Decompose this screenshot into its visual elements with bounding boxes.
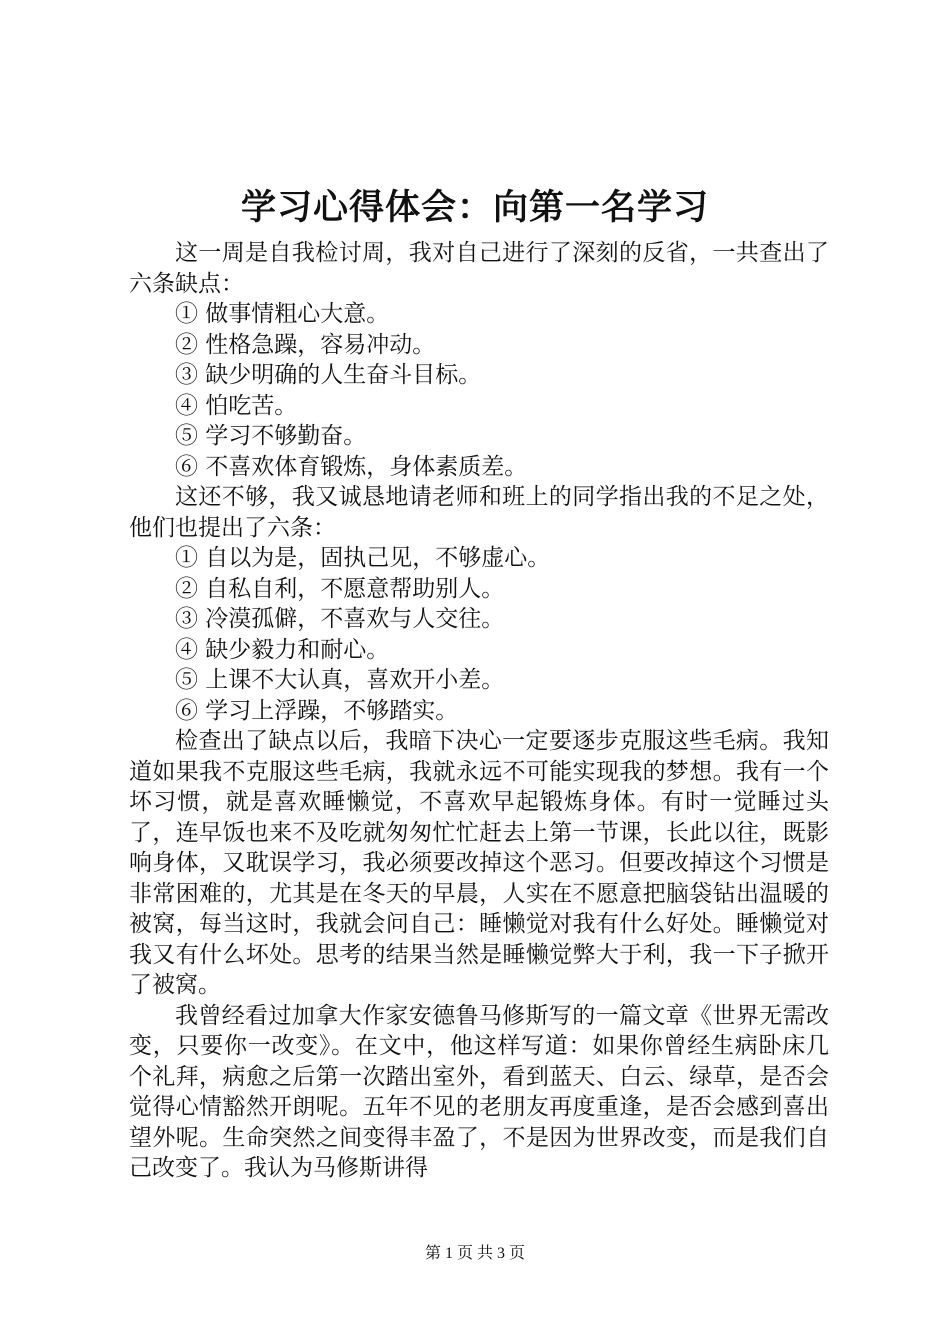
list-item: ② 性格急躁，容易冲动。 xyxy=(175,331,436,358)
list-item: ④ 怕吃苦。 xyxy=(175,392,298,419)
list-item: ① 做事情粗心大意。 xyxy=(175,301,390,327)
document-body xyxy=(129,238,829,1184)
list-item: ④ 缺少毅力和耐心。 xyxy=(175,636,390,663)
paragraph: 这一周是自我检讨周，我对自己进行了深刻的反省，一共查出了六条缺点： xyxy=(129,240,829,297)
list-item: ③ 冷漠孤僻，不喜欢与人交往。 xyxy=(175,606,505,632)
list-item: ① 自以为是，固执己见，不够虚心。 xyxy=(175,545,551,571)
list-item: ⑥ 学习上浮躁，不够踏实。 xyxy=(175,697,459,724)
paragraph: 这还不够，我又诚恳地请老师和班上的同学指出我的不足之处，他们也提出了六条： xyxy=(129,484,829,541)
list-item: ③ 缺少明确的人生奋斗目标。 xyxy=(175,362,482,388)
page-footer: 第 1 页 共 3 页 xyxy=(424,1245,525,1262)
list-item: ⑥ 不喜欢体育锻炼，身体素质差。 xyxy=(175,453,528,480)
paragraph: 我曾经看过加拿大作家安德鲁马修斯写的一篇文章《世界无需改变，只要你一改变》。在文中，他这样写道：如果你曾经生病卧床几个礼拜，病愈之后第一次踏出室外，看到蓝天、白云、绿草，是否会觉得心情豁然开朗呢。五年不见的老朋友再度重逢，是否会感到喜出望外呢。生命突然之间变得丰盈了，不是因为世界改变，而是我们自己改变了。我认为马修斯讲得 xyxy=(129,1002,829,1181)
list-item: ⑤ 上课不大认真，喜欢开小差。 xyxy=(175,667,505,693)
list-item: ② 自私自利，不愿意帮助别人。 xyxy=(175,575,505,602)
list-item: ⑤ 学习不够勤奋。 xyxy=(175,423,367,449)
paragraph: 检查出了缺点以后，我暗下决心一定要逐步克服这些毛病。我知道如果我不克服这些毛病，我就永远不可能实现我的梦想。我有一个坏习惯，就是喜欢睡懒觉，不喜欢早起锻炼身体。有时一觉睡过头了，连早饭也来不及吃就匆匆忙忙赶去上第一节课，长此以往，既影响身体，又耽误学习，我必须要改掉这个恶习。但要改掉这个习惯是非常困难的，尤其是在冬天的早晨，人实在不愿意把脑袋钻出温暖的被窝，每当这时，我就会问自己：睡懒觉对我有什么好处。睡懒觉对我又有什么坏处。思考的结果当然是睡懒觉弊大于利，我一下子掀开了被窝。 xyxy=(129,728,829,998)
document-title: 学习心得体会：向第一名学习 xyxy=(240,187,709,228)
